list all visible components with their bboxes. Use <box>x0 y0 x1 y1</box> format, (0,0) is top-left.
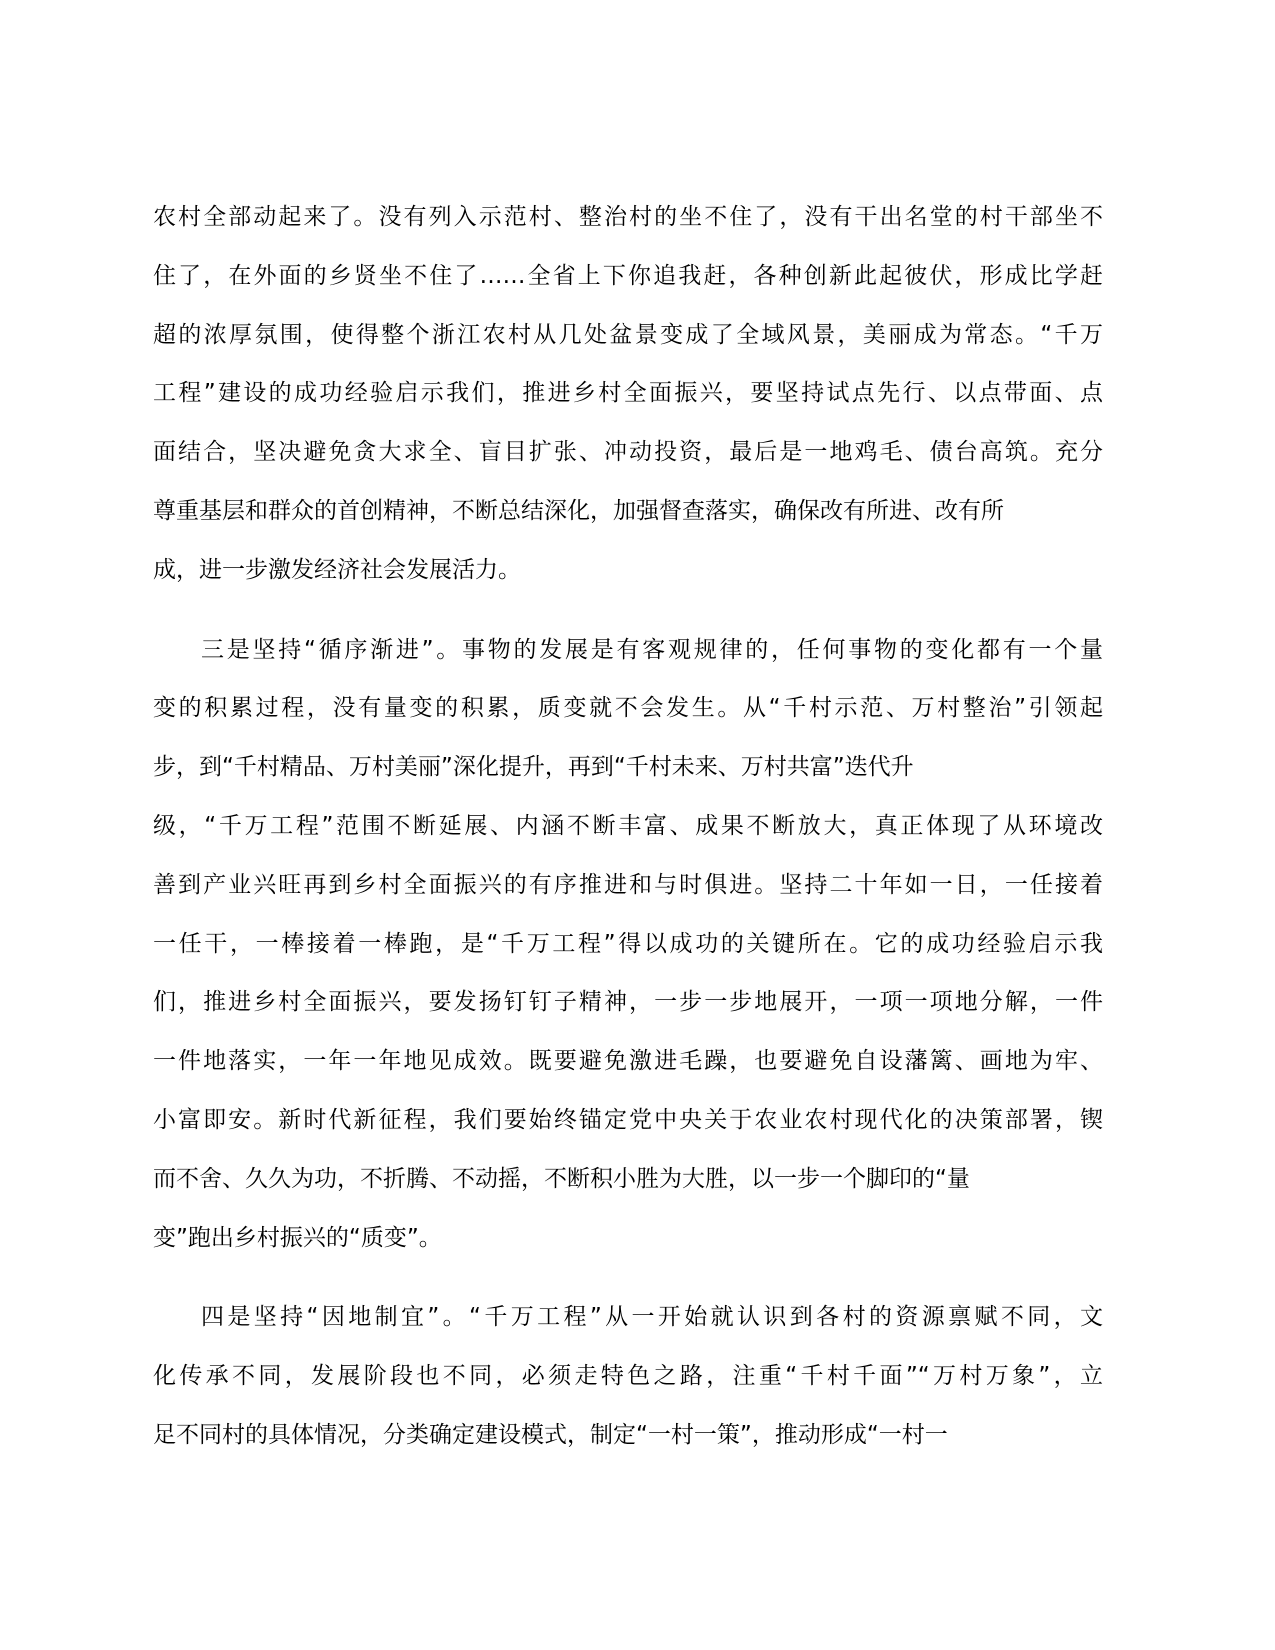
text-line: 变”跑出乡村振兴的“质变”。 <box>153 1224 442 1251</box>
text-line: 面结合，坚决避免贪大求全、盲目扩张、冲动投资，最后是一地鸡毛、债台高筑。充分 <box>153 439 1103 466</box>
text-line: 一件地落实，一年一年地见成效。既要避免激进毛躁，也要避免自设藩篱、画地为牢、 <box>153 1048 1103 1075</box>
text-line: 化传承不同，发展阶段也不同，必须走特色之路，注重“千村千面”“万村万象”，立 <box>153 1363 1103 1390</box>
text-line: 农村全部动起来了。没有列入示范村、整治村的坐不住了，没有干出名堂的村干部坐不 <box>153 204 1103 230</box>
text-line: 变的积累过程，没有量变的积累，质变就不会发生。从“千村示范、万村整治”引领起 <box>153 695 1103 722</box>
paragraph-2 <box>153 621 1103 1268</box>
text-line: 而不舍、久久为功，不折腾、不动摇，不断积小胜为大胜，以一步一个脚印的“量 <box>153 1165 970 1192</box>
text-line: 一任干，一棒接着一棒跑，是“千万工程”得以成功的关键所在。它的成功经验启示我 <box>153 930 1103 957</box>
text-line: 级，“千万工程”范围不断延展、内涵不断丰富、成果不断放大，真正体现了从环境改 <box>153 812 1103 839</box>
text-line: 善到产业兴旺再到乡村全面振兴的有序推进和与时俱进。坚持二十年如一日，一任接着 <box>153 871 1103 898</box>
text-line: 住了，在外面的乡贤坐不住了……全省上下你追我赶，各种创新此起彼伏，形成比学赶 <box>153 262 1103 289</box>
text-line: 足不同村的具体情况，分类确定建设模式，制定“一村一策”，推动形成“一村一 <box>153 1421 948 1448</box>
text-line: 小富即安。新时代新征程，我们要始终锚定党中央关于农业农村现代化的决策部署，锲 <box>153 1106 1103 1133</box>
text-line: 成，进一步激发经济社会发展活力。 <box>153 556 521 583</box>
text-line: 三是坚持“循序渐进”。事物的发展是有客观规律的，任何事物的变化都有一个量 <box>201 636 1103 663</box>
text-line: 步，到“千村精品、万村美丽”深化提升，再到“千村未来、万村共富”迭代升 <box>153 754 914 781</box>
paragraph-gap <box>153 600 1103 621</box>
document-body <box>153 188 1103 1465</box>
text-line: 们，推进乡村全面振兴，要发扬钉钉子精神，一步一步地展开，一项一项地分解，一件 <box>153 989 1103 1016</box>
text-line: 四是坚持“因地制宜”。“千万工程”从一开始就认识到各村的资源禀赋不同，文 <box>201 1304 1103 1331</box>
paragraph-3 <box>153 1288 1103 1464</box>
paragraph-1 <box>153 188 1103 600</box>
text-line: 工程”建设的成功经验启示我们，推进乡村全面振兴，要坚持试点先行、以点带面、点 <box>153 380 1103 407</box>
text-line: 尊重基层和群众的首创精神，不断总结深化，加强督查落实，确保改有所进、改有所 <box>153 497 1004 524</box>
paragraph-gap <box>153 1267 1103 1288</box>
text-line: 超的浓厚氛围，使得整个浙江农村从几处盆景变成了全域风景，美丽成为常态。“千万 <box>153 321 1103 348</box>
